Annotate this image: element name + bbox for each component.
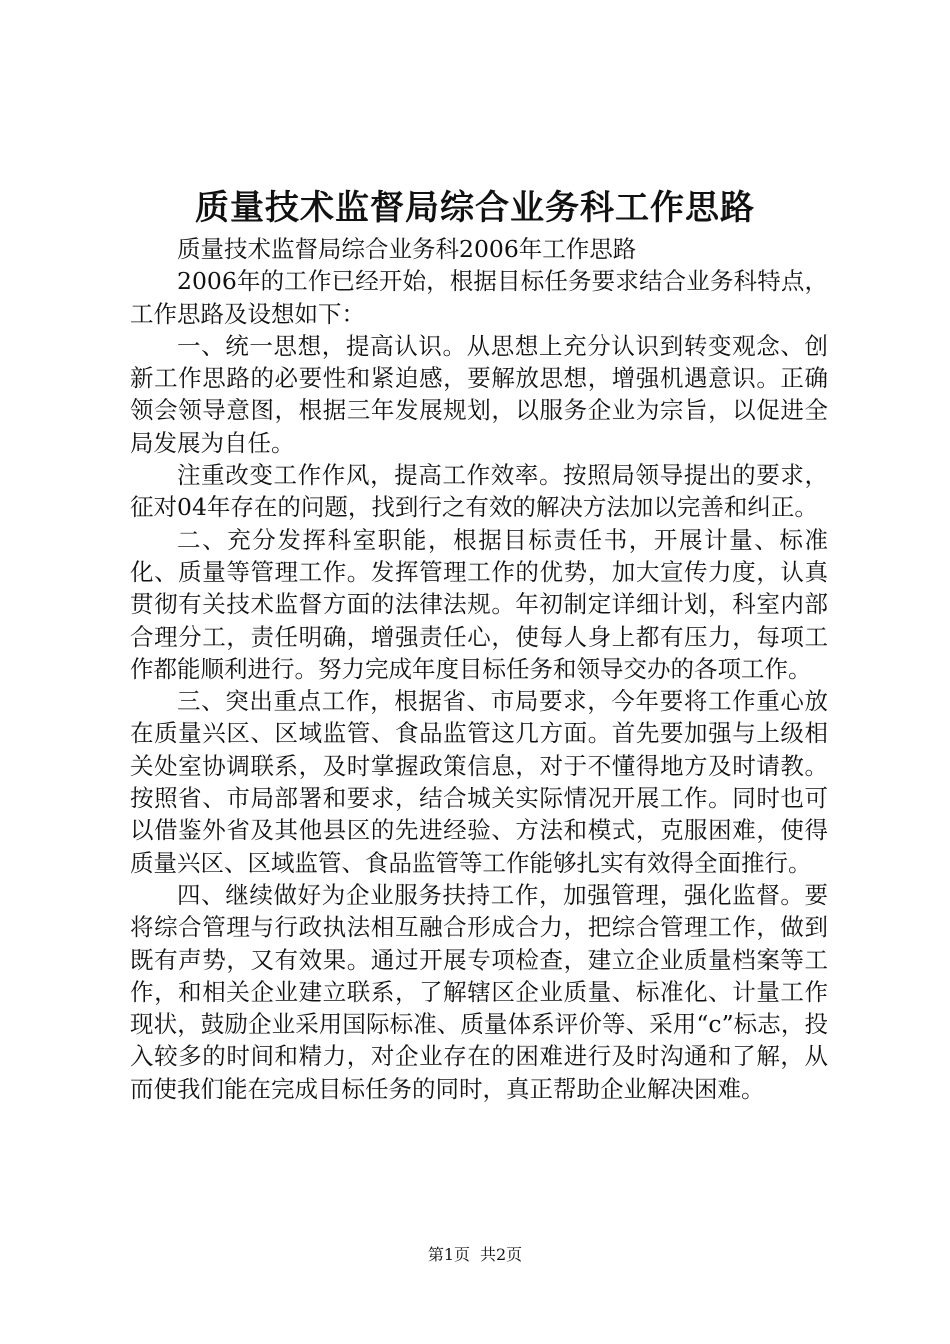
- section-four-paragraph: 四、继续做好为企业服务扶持工作，加强管理，强化监督。要将综合管理与行政执法相互融合形成合力，把综合管理工作，做到既有声势，又有效果。通过开展专项检查，建立企业质量档案等工作，和相关企业建立联系，了解辖区企业质量、标准化、计量工作现状，鼓励企业采用国际标准、质量体系评价等、采用“c”标志，投入较多的时间和精力，对企业存在的困难进行及时沟通和了解，从而使我们能在完成目标任务的同时，真正帮助企业解决困难。: [130, 880, 828, 1103]
- document-title: 质量技术监督局综合业务科工作思路: [195, 188, 755, 228]
- page-footer: [0, 1244, 950, 1266]
- page-number: 第1页: [427, 1245, 470, 1264]
- subtitle-paragraph: 质量技术监督局综合业务科2006年工作思路: [177, 235, 637, 263]
- section-two-paragraph: 二、充分发挥科室职能，根据目标责任书，开展计量、标准化、质量等管理工作。发挥管理工作的优势，加大宣传力度，认真贯彻有关技术监督方面的法律法规。年初制定详细计划，科室内部合理分工，责任明确，增强责任心，使每人身上都有压力，每项工作都能顺利进行。努力完成年度目标任务和领导交办的各项工作。: [130, 525, 828, 683]
- work-style-paragraph: 注重改变工作作风，提高工作效率。按照局领导提出的要求，征对04年存在的问题，找到行之有效的解决方法加以完善和纠正。: [130, 461, 828, 522]
- section-three-paragraph: 三、突出重点工作，根据省、市局要求，今年要将工作重心放在质量兴区、区域监管、食品监管这几方面。首先要加强与上级相关处室协调联系，及时掌握政策信息，对于不懂得地方及时请教。按照省、市局部署和要求，结合城关实际情况开展工作。同时也可以借鉴外省及其他县区的先进经验、方法和模式，克服困难，使得质量兴区、区域监管、食品监管等工作能够扎实有效得全面推行。: [130, 687, 828, 877]
- intro-paragraph: 2006年的工作已经开始，根据目标任务要求结合业务科特点，工作思路及设想如下：: [130, 267, 828, 328]
- document-body: [130, 233, 828, 1105]
- section-one-paragraph: 一、统一思想，提高认识。从思想上充分认识到转变观念、创新工作思路的必要性和紧迫感，要解放思想，增强机遇意识。正确领会领导意图，根据三年发展规划，以服务企业为宗旨，以促进全局发展为自任。: [130, 331, 828, 457]
- page-total: 共2页: [480, 1245, 523, 1264]
